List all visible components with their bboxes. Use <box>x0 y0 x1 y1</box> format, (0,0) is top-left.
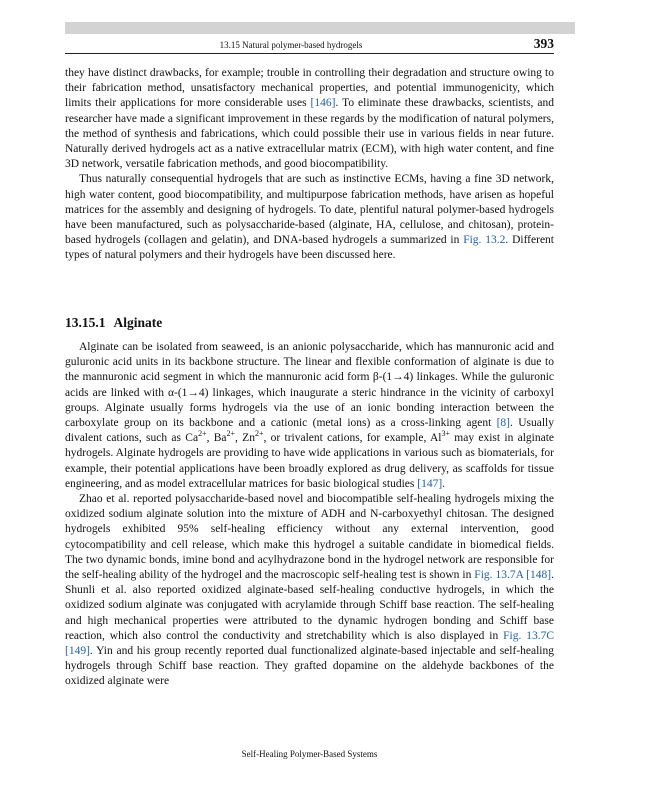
text-run: they have distinct drawbacks, for example; trouble in controlling their degradation and structure owing to their fabrication method, unsatisfactory mechanical properties, and potential immunogenicity, which limits their applications for more considerable uses <box>65 67 554 110</box>
section-title: Alginate <box>113 315 163 330</box>
paragraph <box>65 340 554 492</box>
text-run: . Yin and his group recently reported dual functionalized alginate-based injectable and self-healing hydrogels through Schiff base reaction. They grafted dopamine on the aldehyde backbones of the oxidized alginate were <box>65 645 554 688</box>
text-run: may exist in alginate hydrogels. Alginate hydrogels are providing to have wide applications in various such as biomaterials, for example, their potential applications have been broadly explored as drug delivery, as scaffolds for tissue engineering, and as model extracellular matrices for basic biological studies <box>65 432 554 490</box>
figure-link[interactable]: Fig. 13.7A [148] <box>474 569 552 582</box>
section-number: 13.15.1 <box>65 315 106 330</box>
text-run: Alginate can be isolated from seaweed, is an anionic polysaccharide, which has mannuronic acid and guluronic acid units in its backbone structure. The linear and flexible conformation of alginate is due to the mannuronic acid segment in which the mannuronic acid form β-(1→4) linkages. While the guluronic acids are linked with α-(1→4) linkages, which inaugurate a steric hindrance in the vicinity of carboxyl groups. Alginate usually forms hydrogels via the use of an ionic bonding interaction between the carboxylate group on its backbone and a cationic (metal ions) as a cross-linking agent <box>65 341 554 430</box>
superscript: 2+ <box>198 429 207 439</box>
paragraph <box>65 66 554 172</box>
paragraph <box>65 172 554 263</box>
page-number: 393 <box>533 36 554 51</box>
citation-link[interactable]: [8] <box>496 417 511 430</box>
figure-link[interactable]: Fig. 13.7C [149] <box>65 629 555 658</box>
top-gray-band <box>65 22 575 34</box>
header-rule <box>65 53 554 54</box>
section-heading <box>65 314 554 332</box>
citation-link[interactable]: [146] <box>310 97 336 110</box>
superscript: 2+ <box>254 429 264 439</box>
text-run: , or trivalent cations, for example, Al <box>263 432 442 445</box>
text-run: , Zn <box>235 432 255 445</box>
alginate-text <box>65 340 554 690</box>
figure-link[interactable]: Fig. 13.2 <box>463 234 506 247</box>
text-run: . Usually divalent cations, such as Ca <box>65 417 554 445</box>
citation-link[interactable]: [147] <box>417 477 443 490</box>
running-head: 13.15 Natural polymer-based hydrogels <box>219 40 363 50</box>
text-run: Zhao et al. reported polysaccharide-based novel and biocompatible self-healing hydrogels mixing the oxidized sodium alginate solution into the mixture of ADH and N-carboxyethyl chitosan. The designed hydrogels exhibited 95% self-healing efficiency without any external intervention, good cytocompatibility and cell release, which make this hydrogel a suitable candidate in biomedical fields. The two dynamic bonds, imine bond and acylhydrazone bond in the hydrogel network are responsible for the self-healing ability of the hydrogel and the macroscopic self-healing test is shown in <box>65 493 554 582</box>
text-run: . <box>442 477 446 490</box>
text-run: , Ba <box>206 432 227 445</box>
superscript: 2+ <box>226 429 236 439</box>
footer-book-title: Self-Healing Polymer-Based Systems <box>241 749 378 759</box>
text-run: Thus naturally consequential hydrogels that are such as instinctive ECMs, having a fine 3D network, high water content, good biocompatibility, and multipurpose fabrication methods, have arisen as hopeful matrices for the assembly and designing of hydrogels. To date, plentiful natural polymer-based hydrogels have been manufactured, such as polysaccharide-based (alginate, HA, cellulose, and chitosan), protein-based hydrogels (collagen and gelatin), and DNA-based hydrogels a summarized in <box>65 173 554 247</box>
superscript: 3+ <box>441 429 451 439</box>
text-run: . To eliminate these drawbacks, scientists, and researcher have made a significant improvement in these regards by the modification of natural polymers, the method of synthesis and fabrications, which could possible their use in various fields in near future. Naturally derived hydrogels act as a native extracellular matrix (ECM), with high water content, and fine 3D network, versatile fabrication methods, and good biocompatibility. <box>65 97 554 171</box>
text-run: . Shunli et al. also reported oxidized alginate-based self-healing conductive hydrogels, in which the oxidized sodium alginate was conjugated with acrylamide through Schiff base reaction. The self-healing and high mechanical properties were attributed to the dynamic hydrogen bonding and Schiff base reaction, which also control the conductivity and stretchability which is also displayed in <box>65 569 555 642</box>
intro-text <box>65 66 554 264</box>
paragraph <box>65 492 554 690</box>
text-run: . Different types of natural polymers and their hydrogels have been discussed here. <box>65 234 554 262</box>
